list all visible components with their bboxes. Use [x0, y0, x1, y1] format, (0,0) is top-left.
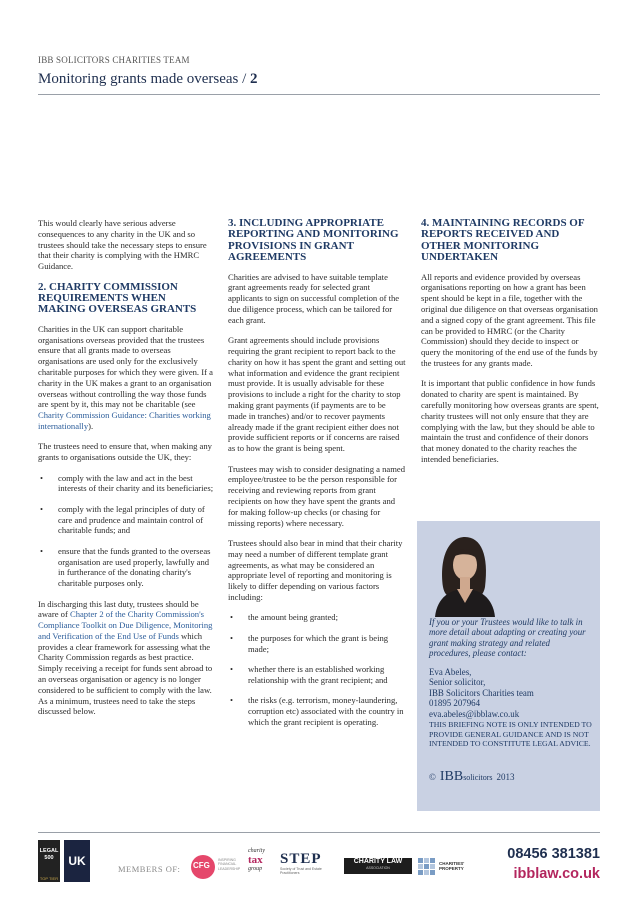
col2-heading: 3. INCLUDING APPROPRIATE REPORTING AND MONITORING PROVISIONS IN GRANT AGREEMENTS — [228, 217, 399, 264]
list-item: • the purposes for which the grant is being made; — [228, 633, 406, 655]
page-title: Monitoring grants made overseas / 2 — [38, 71, 258, 87]
header-divider — [38, 94, 600, 95]
footer-website[interactable]: ibblaw.co.uk — [513, 866, 600, 882]
col1-intro: This would clearly have serious adverse consequences to any charity in the UK and so trustees should take the necessary steps to ensure that their charity is complying with the HMRC Guidance. — [38, 218, 207, 272]
list-item: • ensure that the funds granted to the overseas organisation are used properly, lawfully and in furtherance of the donating charity's charitable purposes only. — [38, 546, 216, 589]
column-2 — [228, 218, 406, 737]
contact-intro: If you or your Trustees would like to talk in more detail about adapting or creating your grant making strategy and related procedures, please contact: — [429, 617, 586, 659]
list-item: • the amount being granted; — [228, 612, 406, 623]
col3-paragraph-2: It is important that public confidence in how funds donated to charity are spent is maintained. By carefully monitoring how overseas grants are spent, charity trustees will not only ensure that they are complying with the law, but they should be able to maintain the trust and confidence of their donors that money donated to the charity reaches the intended beneficiaries. — [421, 378, 599, 464]
column-1 — [38, 218, 216, 727]
cfg-logo: CFG INSPIRING FINANCIAL LEADERSHIP — [190, 852, 242, 882]
list-item: • the risks (e.g. terrorism, money-laundering, corruption etc) associated with the country in which the grant recipient is operating. — [228, 695, 406, 727]
chambers-uk-logo: UK — [64, 840, 90, 882]
step-logo: STEP Society of Trust and Estate Practitioners — [280, 851, 322, 876]
contact-photo — [429, 527, 499, 617]
contact-email[interactable]: eva.abeles@ibblaw.co.uk — [429, 708, 520, 719]
legal500-logo: LEGAL 500 TOP TIER — [38, 840, 60, 882]
ibb-logo: IBBsolicitors — [439, 769, 493, 784]
column-3 — [421, 218, 599, 474]
charity-tax-group-logo: charity tax group — [248, 848, 265, 872]
link-compliance-toolkit[interactable]: Chapter 2 of the Charity Commission's Compliance Toolkit on Due Diligence, Monitoring and Verification of the End Use of Funds — [38, 609, 213, 641]
col1-paragraph-2: The trustees need to ensure that, when making any grants to organisations outside the UK, they: — [38, 441, 212, 463]
contact-team: IBB Solicitors Charities team — [429, 687, 534, 698]
contact-phone[interactable]: 01895 207964 — [429, 698, 481, 709]
copyright-year: 2013 — [496, 772, 515, 782]
header-team: IBB SOLICITORS CHARITIES TEAM — [38, 55, 190, 65]
col2-paragraph-4: Trustees should also bear in mind that their charity may need a number of different template grant agreements, as what may be considered an appropriate level of reporting and monitoring is likely to differ depending on various factors including: — [228, 537, 403, 602]
contact-details — [429, 667, 593, 719]
charities-property-association-logo: CHARITIES' PROPERTY — [418, 856, 480, 878]
page-number: 2 — [250, 71, 258, 87]
charity-law-association-logo: CHARITY LAW ASSOCIATION — [344, 858, 412, 874]
col2-paragraph-1: Charities are advised to have suitable template grant agreements ready for selected grant applicants to sign on successful completion of the due diligence process, which can be tailored for each grant. — [228, 271, 400, 325]
col2-bullets — [228, 612, 406, 727]
list-item: • comply with the law and act in the best interests of their charity and its beneficiaries; — [38, 473, 216, 495]
col1-heading: 2. CHARITY COMMISSION REQUIREMENTS WHEN MAKING OVERSEAS GRANTS — [38, 280, 197, 316]
contact-role: Senior solicitor, — [429, 677, 486, 688]
footer-divider — [38, 832, 600, 833]
copyright-symbol: © — [429, 772, 436, 782]
col2-paragraph-2: Grant agreements should include provisions requiring the grant recipient to report back to the charity on how it has spent the grant and setting out what information and evidence the grant recipient must provide. It is usually advisable for these provisions to include a right for the charity to stop making grant payments (if payments are to be made in tranches) and/or to recover payments already made if the grant recipient either does not provide sufficient reports or if concerns are raised as to how the grant is being spent. — [228, 335, 406, 454]
list-item: • whether there is an established working relationship with the grant recipient; and — [228, 664, 406, 686]
list-item: • comply with the legal principles of duty of care and prudence and maintain control of charitable funds; and — [38, 504, 216, 536]
disclaimer-note: THIS BRIEFING NOTE IS ONLY INTENDED TO PROVIDE GENERAL GUIDANCE AND IS NOT INTENDED TO CONSTITUTE LEGAL ADVICE. — [429, 720, 592, 749]
col1-bullets — [38, 473, 216, 589]
link-charities-working-internationally[interactable]: Charity Commission Guidance: Charities working internationally — [38, 410, 211, 431]
members-label: MEMBERS OF: — [118, 864, 181, 874]
col3-heading: 4. MAINTAINING RECORDS OF REPORTS RECEIVED AND OTHER MONITORING UNDERTAKEN — [421, 217, 585, 264]
col3-paragraph-1: All reports and evidence provided by overseas organisations reporting on how a grant has been spent should be kept in a file, together with the original due diligence on that overseas organisation and a signed copy of the grant agreement. This file can be provided to HMRC (or the Charity Commission) should they decide to inspect or query the monitoring of the end use of the funds by the trustees for any grants made. — [421, 271, 598, 368]
col2-paragraph-3: Trustees may wish to consider designating a named employee/trustee to be the person responsible for receiving and reviewing reports from grant recipients on how they have spent the grants and for making follow-up checks (or chasing for missing reports) where necessary. — [228, 463, 406, 528]
contact-panel — [417, 521, 600, 811]
footer-phone[interactable]: 08456 381381 — [507, 846, 600, 862]
copyright-line — [429, 769, 515, 785]
col1-paragraph-3: In discharging this last duty, trustees should be aware of Chapter 2 of the Charity Commission's Compliance Toolkit on Due Diligence, Monitoring and Verification of the End Use of Funds which provides a clear framework for assessing what the Charity Commission regards as best practice. Simply receiving a receipt for funds sent abroad to an overseas organisation or agency is no longer considered to be sufficient to comply with the law. As a minimum, trustees need to take the steps discussed below. — [38, 598, 213, 717]
col1-paragraph-1: Charities in the UK can support charitable organisations overseas provided that the trustees ensure that all grants made to overseas organisations are used only for the exclusively charitable purposes for which they were given. If a charity in the UK makes a grant to an organisation overseas without controlling the way those funds are spent by it, this may not be charitable (see Charity Commission Guidance: Charities working internationally). — [38, 323, 213, 431]
contact-name: Eva Abeles, — [429, 667, 472, 677]
